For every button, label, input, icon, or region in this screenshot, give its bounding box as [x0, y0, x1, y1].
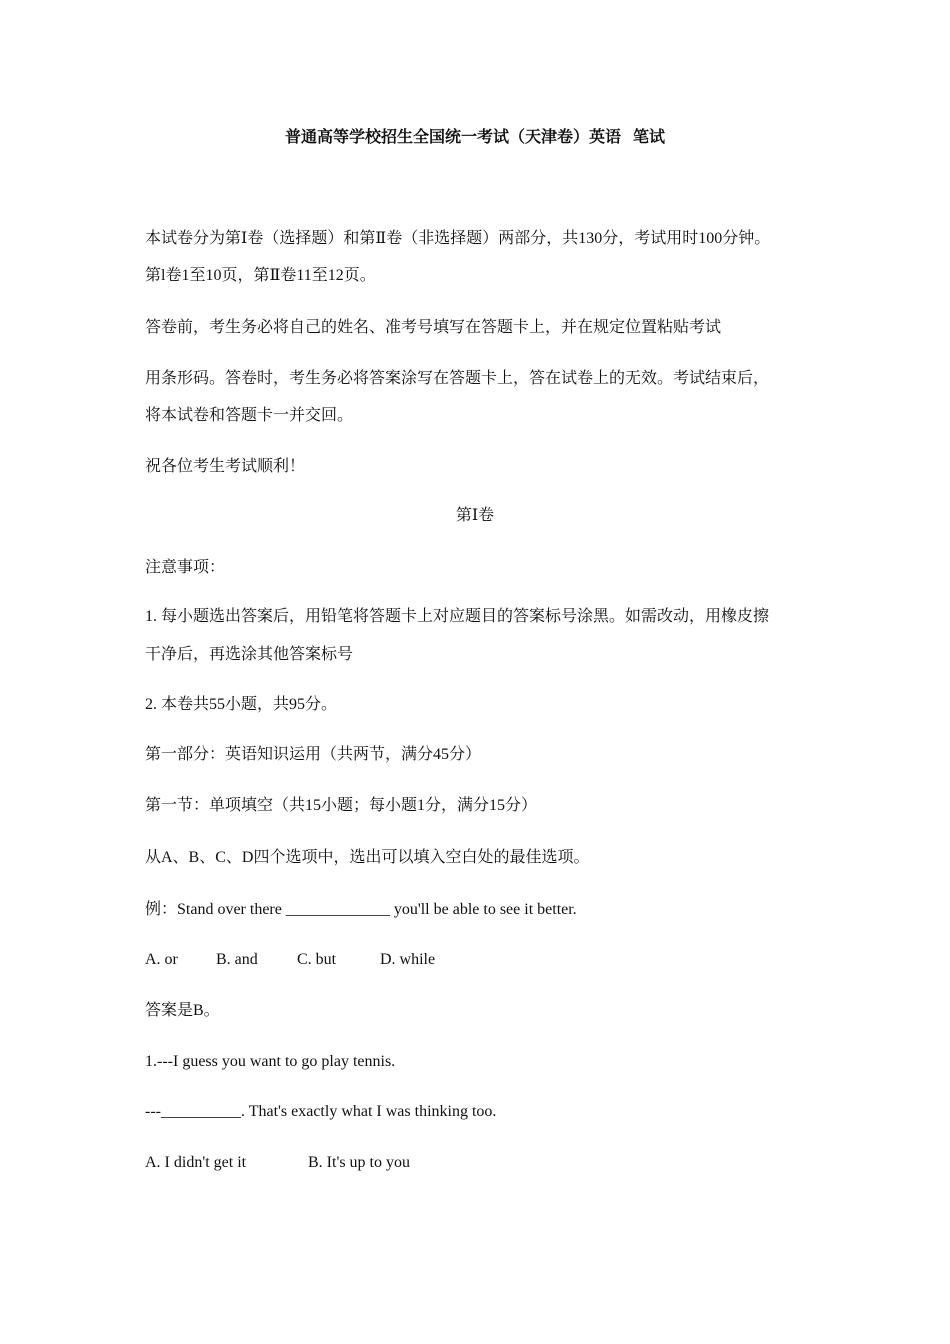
note-line-3: 2. 本卷共55小题，共95分。 — [145, 696, 338, 713]
part-heading: 第一部分：英语知识运用（共两节，满分45分） — [145, 746, 482, 763]
example-option-d: D. while — [380, 951, 436, 968]
example-option-b: B. and — [216, 951, 258, 968]
question-1-option-b: B. It's up to you — [308, 1154, 410, 1171]
question-1-line-2: ---__________. That's exactly what I was thinking too. — [145, 1103, 497, 1120]
question-1-option-a: A. I didn't get it — [145, 1154, 247, 1171]
note-line-2: 干净后，再选涂其他答案标号 — [145, 646, 354, 663]
example-option-c: C. but — [297, 951, 337, 968]
notes-heading: 注意事项： — [145, 559, 226, 576]
note-line-1: 1. 每小题选出答案后，用铅笔将答题卡上对应题目的答案标号涂黑。如需改动，用橡皮擦 — [145, 608, 770, 625]
example-answer: 答案是B。 — [145, 1002, 220, 1019]
intro-line-6: 祝各位考生考试顺利！ — [145, 458, 306, 475]
example-stem: 例：Stand over there _____________ you'll be able to see it better. — [145, 901, 577, 918]
volume-heading: 第Ⅰ卷 — [455, 507, 495, 524]
instruction-text: 从A、B、C、D四个选项中，选出可以填入空白处的最佳选项。 — [145, 849, 590, 866]
exam-title: 普通高等学校招生全国统一考试（天津卷）英语 笔试 — [284, 129, 665, 146]
example-option-a: A. or — [145, 951, 178, 968]
section-heading: 第一节：单项填空（共15小题；每小题1分，满分15分） — [145, 797, 538, 814]
intro-line-1: 本试卷分为第Ⅰ卷（选择题）和第Ⅱ卷（非选择题）两部分，共130分，考试用时100分钟。 — [145, 230, 771, 247]
intro-line-4: 用条形码。答卷时，考生务必将答案涂写在答题卡上，答在试卷上的无效。考试结束后， — [145, 370, 770, 387]
intro-line-2: 第l卷1至10页，第Ⅱ卷11至12页。 — [145, 267, 376, 284]
intro-line-3: 答卷前，考生务必将自己的姓名、准考号填写在答题卡上，并在规定位置粘贴考试 — [145, 319, 722, 336]
intro-line-5: 将本试卷和答题卡一并交回。 — [145, 407, 354, 424]
question-1-line-1: 1.---I guess you want to go play tennis. — [145, 1053, 396, 1070]
